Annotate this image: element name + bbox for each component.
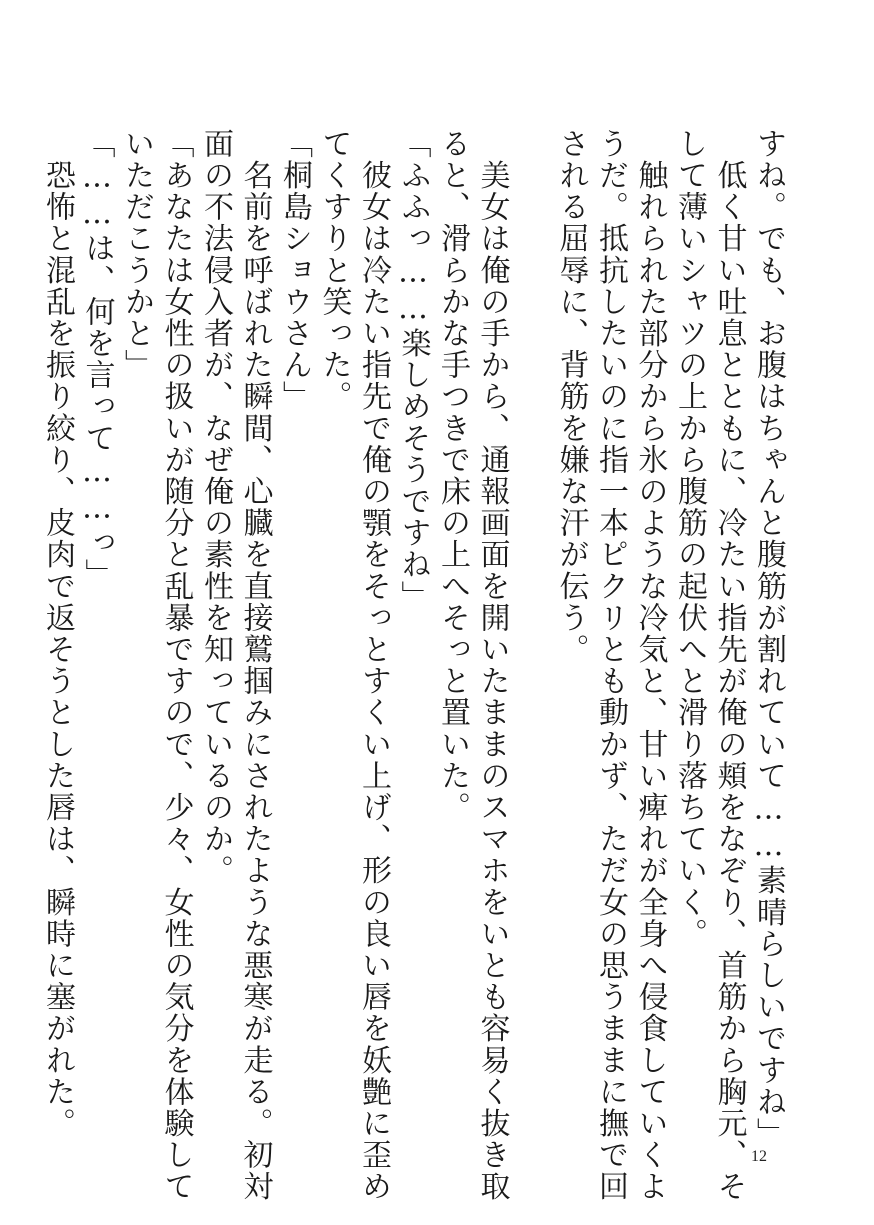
text-column: 低く甘い吐息とともに、冷たい指先が俺の頬をなぞり、首筋から胸元、そ [711, 128, 747, 1203]
text-column: 「桐島ショウさん」 [277, 128, 312, 413]
page-number: 12 [751, 1148, 767, 1165]
text-column: 触れられた部分から氷のような冷気と、甘い痺れが全身へ侵食していくよ [632, 128, 668, 1203]
text-column: 「ふふっ……楽しめそうですね」 [395, 128, 431, 612]
text-column: 面の不法侵入者が、なぜ俺の素性を知っているのか。 [198, 128, 233, 887]
text-column: ると、滑らかな手つきで床の上へそっと置いた。 [435, 128, 470, 824]
text-column: 彼女は冷たい指先で俺の顎をそっとすくい上げ、形の良い唇を妖艶に歪め [356, 128, 391, 1203]
paragraph-gap [512, 128, 552, 988]
text-column: して薄いシャツの上から腹筋の起伏へと滑り落ちていく。 [672, 128, 707, 950]
text-column: うだ。抵抗したいのに指一本ピクリとも動かず、ただ女の思うままに撫で回 [593, 128, 628, 1203]
text-column: 「……は、何を言って……っ」 [79, 128, 115, 591]
text-column: される屈辱に、背筋を嫌な汗が伝う。 [553, 128, 589, 666]
text-column: いただこうかと」 [119, 128, 154, 381]
text-column: 恐怖と混乱を振り絞り、皮肉で返そうとした唇は、瞬時に塞がれた。 [40, 128, 75, 1140]
text-column: すね。でも、お腹はちゃんと腹筋が割れていて……素晴らしいですね」 [751, 128, 786, 1150]
text-column: 名前を呼ばれた瞬間、心臓を直接鷲掴みにされたような悪寒が走る。初対 [237, 128, 273, 1203]
text-column: 「あなたは女性の扱いが随分と乱暴ですので、少々、女性の気分を体験して [158, 128, 194, 1203]
text-column: 美女は俺の手から、通報画面を開いたままのスマホをいとも容易く抜き取 [474, 128, 510, 1203]
text-column: てくすりと笑った。 [316, 128, 352, 413]
